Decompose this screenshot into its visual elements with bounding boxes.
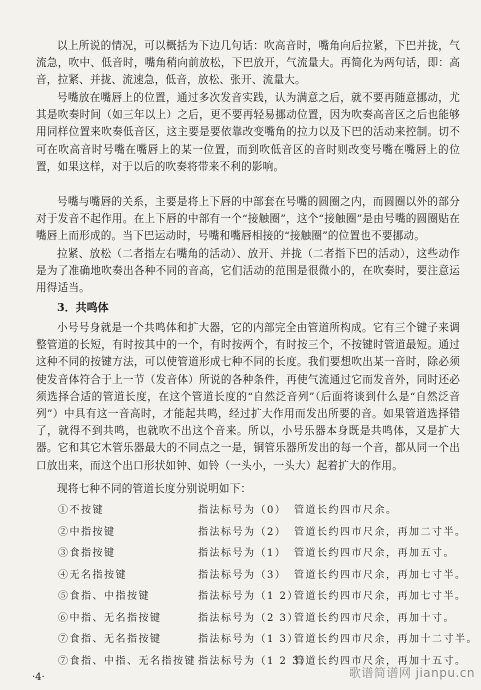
table-row	[58, 544, 458, 566]
row-length: 管道长约四市尺余，再加七寸半。	[294, 591, 467, 602]
table-row	[58, 501, 458, 523]
row-length: 管道长约四市尺余。	[294, 505, 398, 516]
row-length: 管道长约四市尺余，再加五寸。	[294, 548, 455, 559]
row-fingering: 指法标号为（1）	[198, 548, 287, 559]
row-fingering: 指法标号为（0）	[198, 505, 287, 516]
table-row	[58, 630, 478, 652]
row-key: ⑥中指、无名指按键	[58, 612, 162, 624]
row-length: 管道长约四市尺余，再加二寸半。	[294, 526, 467, 538]
table-row	[58, 523, 467, 545]
row-fingering: 指法标号为（1 2 3）	[198, 655, 312, 667]
row-length: 管道长约四市尺余，再加十五寸。	[294, 655, 467, 667]
table-row	[58, 566, 467, 588]
table-row	[58, 609, 458, 631]
paragraph-lip-actions: 拉紧、放松（二者指左右嘴角的活动）、放开、并拢（二者指下巴的活动），这些动作是为了准确地吹奏出各种不同的音高，它们活动的范围是很微小的，在吹奏时，要注意运用得适当。	[36, 248, 460, 295]
row-fingering: 指法标号为（2 3）	[198, 612, 299, 624]
row-fingering: 指法标号为（2）	[198, 526, 287, 538]
row-length: 管道长约四市尺余，再加十寸。	[294, 612, 455, 624]
row-key: ③食指按键	[58, 548, 116, 559]
row-fingering: 指法标号为（1 2）	[198, 591, 299, 602]
table-row	[58, 587, 467, 609]
row-key: ④无名指按键	[58, 569, 127, 581]
row-key: ⑦食指、中指、无名指按键	[58, 655, 196, 667]
paragraph-summary: 以上所说的情况，可以概括为下边几句话：吹高音时，嘴角向后拉紧，下巴并拢，气流急，吹中、低音时，嘴角稍向前放松，下巴放开，气流量大。再简化为两句话，即：高音，拉紧、并拢、流速急，低音，放松、张开、流量大。	[36, 40, 460, 87]
row-fingering: 指法标号为（3）	[198, 569, 287, 581]
row-key: ⑦食指、无名指按键	[58, 634, 162, 645]
page-number: ·4·	[32, 672, 45, 683]
row-key: ②中指按键	[58, 526, 116, 538]
row-key: ⑤食指、中指按键	[58, 591, 150, 602]
paragraph-mouthpiece-position: 号嘴放在嘴唇上的位置，通过多次发音实践，认为满意之后，就不要再随意挪动，尤其是吹奏时间（如三年以上）之后，更不要再轻易挪动位置，因为吹奏高音区之后也能够用同样位置来吹奏低音区，这主要是要依靠改变嘴角的拉力以及下巴的活动来控制。切不可在吹高音时号嘴在嘴唇上的某一位置，而到吹低音区的音时则改变号嘴在嘴唇上的位置，如果这样，对于以后的吹奏将带来不利的影响。	[36, 92, 460, 173]
watermark: 歌谱简谱网 jianpu.cn	[348, 666, 475, 680]
paragraph-resonance: 小号号身就是一个共鸣体和扩大器，它的内部完全由管道所构成。它有三个键子来调整管道的长短，有时按其中的一个，有时按两个，有时按三个，不按键时管道最短。通过这种不同的按键方法，可以使管道形成七种不同的长度。我们要想吹出某一音时，除必须使发音体符合于上一节（发音体）所说的各种条件，再使气流通过它而发音外，同时还必须选择合适的管道长度，在这个管道长度的“自然泛音列”（后面将谈到什么是“自然泛音列”）中具有这一音高时，才能起共鸣，经过扩大作用而发出所要的音。如果管道选择错了，就得不到共鸣，也就吹不出这个音来。所以，小号乐器本身既是共鸣体，又是扩大器。它和其它木管乐器最大的不同点之一是，铜管乐器所发出的每一个音，都从同一个出口放出来，而这个出口形状如钟、如铃（一头小，一头大）起着扩大的作用。	[36, 322, 460, 472]
row-length: 管道长约四市尺余，再加七寸半。	[294, 569, 467, 581]
paragraph-contact-ring: 号嘴与嘴唇的关系，主要是将上下唇的中部套在号嘴的圆圈之内，而圆圈以外的部分对于发音不起作用。在上下唇的中部有一个“接触圈”，这个“接触圈”是由号嘴的圆圈贴在嘴唇上而形成的。当下巴运动时，号嘴和嘴唇相接的“接触圈”的位置也不要挪动。	[36, 196, 460, 243]
table-intro: 现将七种不同的管道长度分别说明如下：	[57, 483, 252, 495]
row-fingering: 指法标号为（1 3）	[198, 634, 299, 645]
section-heading: 3．共鸣体	[57, 301, 109, 314]
row-key: ①不按键	[58, 505, 104, 516]
row-length: 管道长约四市尺余，再加十二寸半。	[294, 634, 478, 645]
